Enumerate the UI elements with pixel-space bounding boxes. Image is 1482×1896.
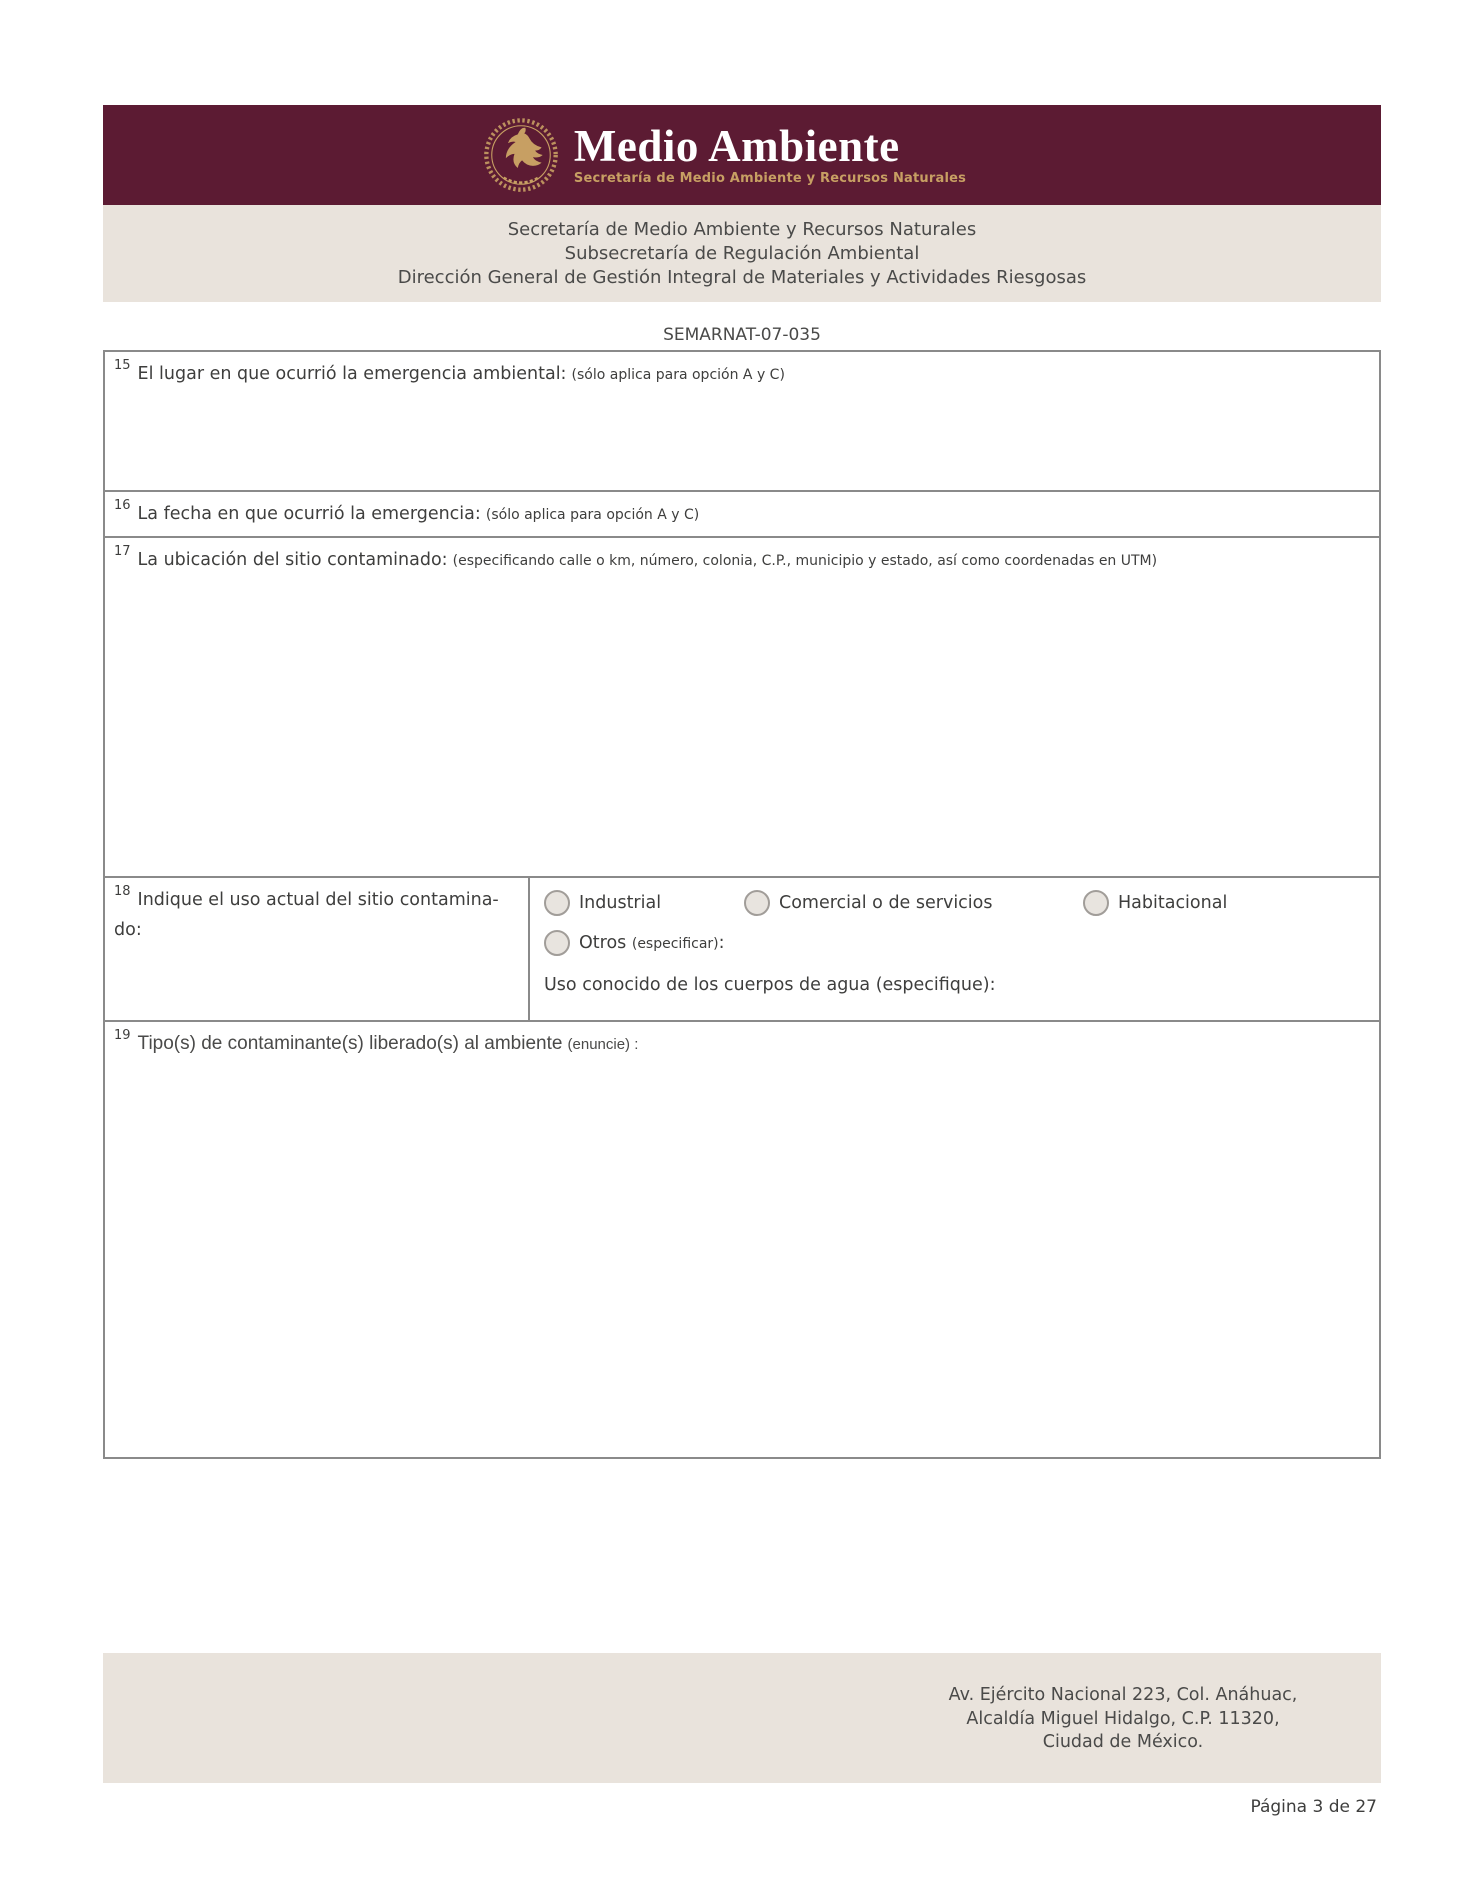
field-18-label-line2: do: [114,920,142,940]
field-18-options-cell [530,878,1379,1020]
org-line-secretaria: Secretaría de Medio Ambiente y Recursos Naturales [507,218,977,240]
page-number: Página 3 de 27 [1250,1797,1377,1817]
field-19-note: (enuncie) : [567,1036,639,1053]
radio-comercial-icon[interactable] [744,890,770,916]
footer-address-line3: Ciudad de México. [1042,1732,1204,1752]
mexico-coat-of-arms-icon [482,116,560,194]
logo-title: Medio Ambiente [573,121,900,171]
radio-industrial-icon[interactable] [544,890,570,916]
option-industrial[interactable] [544,890,661,916]
org-line-subsecretaria: Subsecretaría de Regulación Ambiental [564,242,920,264]
option-habitacional-label: Habitacional [1118,893,1228,913]
logo-subtitle: Secretaría de Medio Ambiente y Recursos Naturales [573,171,967,186]
option-industrial-label: Industrial [579,893,662,913]
field-18-number: 18 [114,884,131,899]
option-comercial-label: Comercial o de servicios [779,893,993,913]
field-16-note: (sólo aplica para opción A y C) [485,507,700,523]
field-15-number: 15 [114,358,131,373]
field-18-label-line1: Indique el uso actual del sitio contamina- [137,890,499,910]
field-19-label: Tipo(s) de contaminante(s) liberado(s) al ambiente [137,1033,563,1054]
field-17-number: 17 [114,544,131,559]
header-band [103,105,1381,205]
field-19-box [103,1020,1381,1459]
form-code: SEMARNAT-07-035 [663,325,821,345]
water-use-label: Uso conocido de los cuerpos de agua (especifique): [544,975,996,995]
footer-address-line1: Av. Ejército Nacional 223, Col. Anáhuac, [948,1685,1298,1705]
footer-band [103,1653,1381,1783]
field-19-number: 19 [114,1028,131,1043]
field-17-note: (especificando calle o km, número, colonia, C.P., municipio y estado, así como coordenadas en UTM) [452,553,1158,569]
field-16-label: La fecha en que ocurrió la emergencia: [137,504,481,524]
option-habitacional[interactable] [1083,890,1227,916]
field-16-box [103,490,1381,538]
otros-text: Otros [579,933,627,953]
field-15-note: (sólo aplica para opción A y C) [571,367,785,383]
logo-text [573,121,967,186]
radio-otros-icon[interactable] [544,930,570,956]
footer-address-line2: Alcaldía Miguel Hidalgo, C.P. 11320, [966,1708,1280,1729]
org-line-direccion: Dirección General de Gestión Integral de Materiales y Actividades Riesgosas [397,266,1087,288]
medio-ambiente-logo [482,116,966,194]
org-band [103,205,1381,302]
field-18-box [103,876,1381,1022]
option-otros[interactable] [544,930,725,956]
field-15-label: El lugar en que ocurrió la emergencia ambiental: [137,364,567,384]
option-otros-label [579,933,725,953]
field-17-box [103,536,1381,878]
field-17-label: La ubicación del sitio contaminado: [137,550,448,570]
otros-note: (especificar) [631,936,719,952]
otros-colon: : [718,933,725,953]
footer-address [868,1684,1378,1755]
option-comercial[interactable] [744,890,993,916]
radio-habitacional-icon[interactable] [1083,890,1109,916]
field-16-number: 16 [114,498,131,513]
field-18-question-cell [105,878,530,1020]
field-15-box [103,350,1381,492]
